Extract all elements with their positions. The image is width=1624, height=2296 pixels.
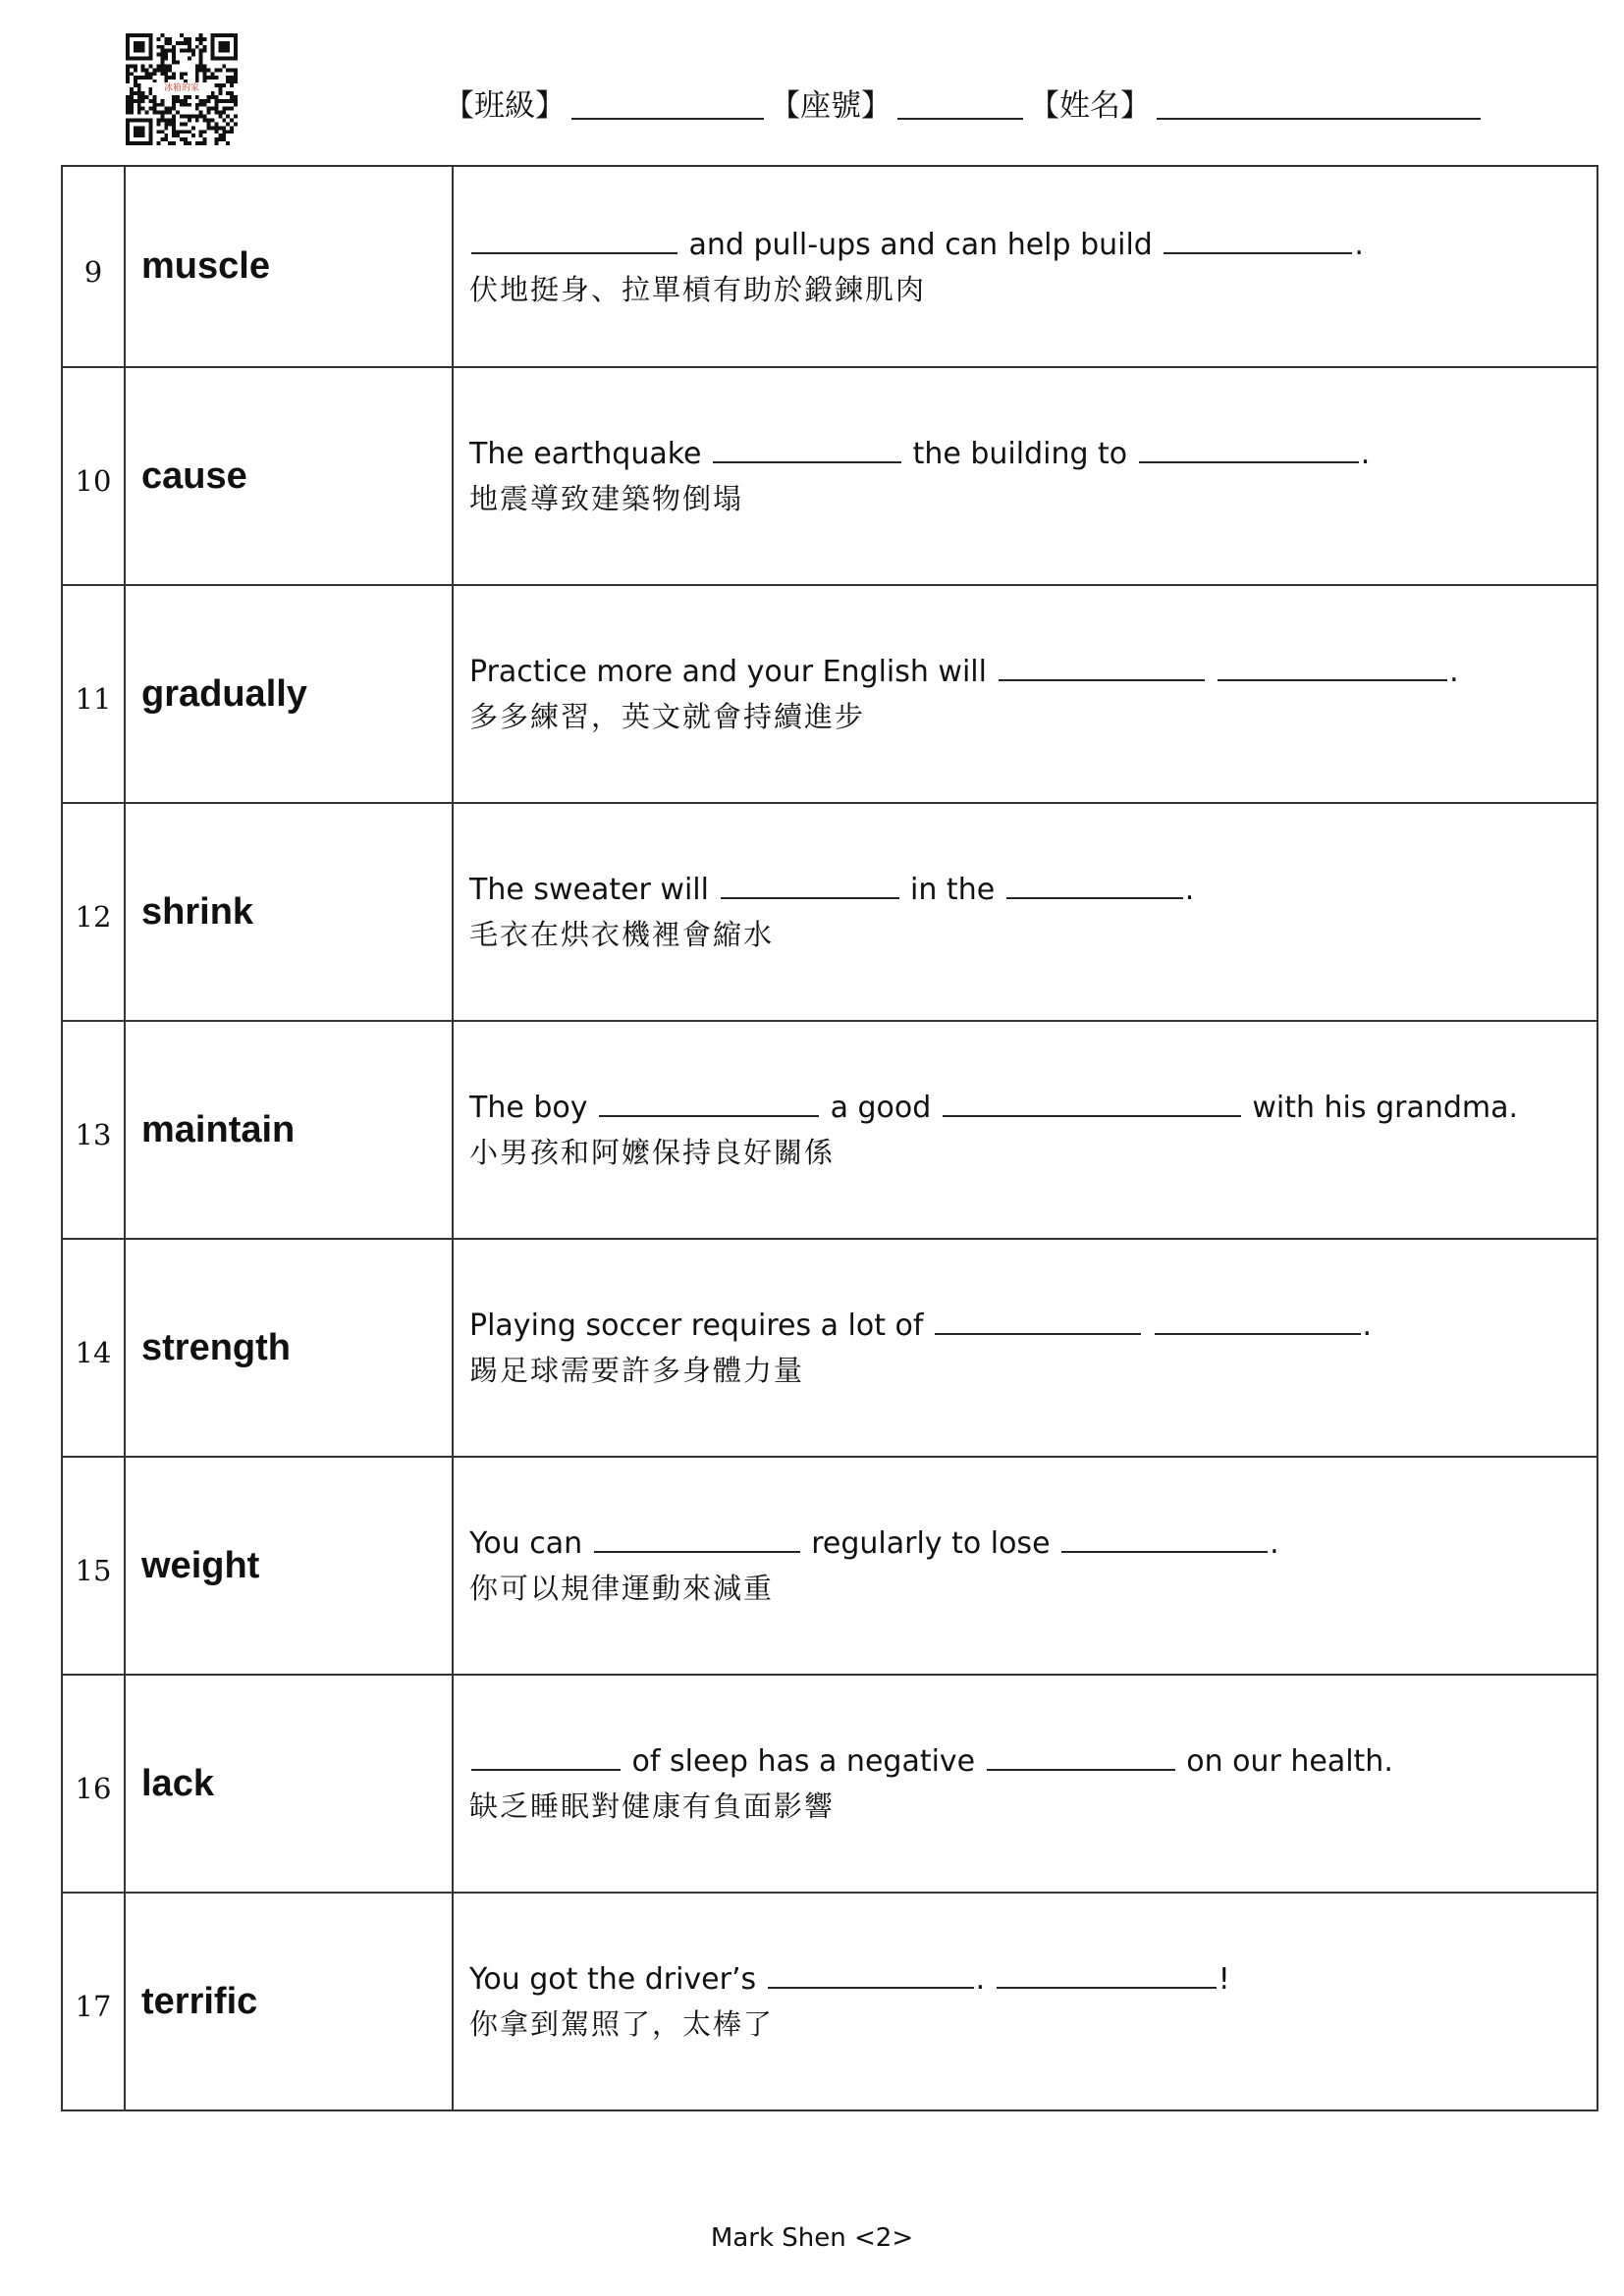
- sentence-text: regularly to lose: [801, 1526, 1060, 1561]
- qr-code: [126, 33, 238, 145]
- answer-blank[interactable]: [594, 1522, 800, 1553]
- answer-blank[interactable]: [1139, 432, 1359, 463]
- vocab-word: muscle: [125, 166, 453, 367]
- field-label-1: 【座號】: [770, 88, 892, 124]
- answer-blank[interactable]: [1155, 1304, 1361, 1335]
- field-blank-0[interactable]: [571, 80, 764, 120]
- english-sentence: [469, 1739, 1597, 1785]
- answer-blank[interactable]: [1164, 223, 1352, 254]
- chinese-translation: 毛衣在烘衣機裡會縮水: [469, 918, 775, 951]
- row-number: 14: [62, 1239, 125, 1457]
- sentence-text: .: [1270, 1526, 1279, 1561]
- field-label-0: 【班級】: [444, 88, 566, 124]
- row-number: 9: [62, 166, 125, 367]
- vocab-word: weight: [125, 1457, 453, 1675]
- english-sentence: [469, 432, 1597, 477]
- chinese-translation: 你可以規律運動來減重: [469, 1572, 775, 1605]
- example-cell: [453, 1021, 1597, 1239]
- table-row: [62, 166, 1597, 367]
- sentence-text: .: [1362, 1308, 1373, 1343]
- sentence-text: and pull-ups and can help build: [679, 227, 1163, 262]
- row-number: 11: [62, 585, 125, 803]
- chinese-translation: 你拿到駕照了，太棒了: [469, 2007, 775, 2041]
- answer-blank[interactable]: [599, 1086, 819, 1117]
- vocab-word: strength: [125, 1239, 453, 1457]
- table-row: [62, 1893, 1597, 2110]
- english-sentence: [469, 223, 1597, 268]
- page-footer: Mark Shen <2>: [710, 2223, 914, 2253]
- sentence-text: a good: [821, 1091, 941, 1125]
- english-sentence: [469, 1522, 1597, 1567]
- answer-blank[interactable]: [987, 1739, 1175, 1771]
- row-number: 16: [62, 1675, 125, 1893]
- sentence-text: on our health.: [1176, 1744, 1393, 1779]
- sentence-text: Playing soccer requires a lot of: [469, 1308, 933, 1343]
- example-cell: [453, 1675, 1597, 1893]
- example-cell: [453, 166, 1597, 367]
- vocab-word: terrific: [125, 1893, 453, 2110]
- english-sentence: [469, 868, 1597, 913]
- sentence-text: in the: [900, 873, 1004, 907]
- example-cell: [453, 585, 1597, 803]
- sentence-text: of sleep has a negative: [623, 1744, 985, 1779]
- chinese-translation: 踢足球需要許多身體力量: [469, 1354, 805, 1387]
- chinese-translation: 地震導致建築物倒塌: [469, 482, 744, 515]
- sentence-text: You got the driver’s: [469, 1962, 766, 1997]
- row-number: 17: [62, 1893, 125, 2110]
- example-cell: [453, 1457, 1597, 1675]
- sentence-text: the building to: [903, 437, 1137, 471]
- sentence-text: .: [1449, 655, 1459, 689]
- sentence-text: .: [1184, 873, 1195, 907]
- answer-blank[interactable]: [999, 650, 1205, 681]
- table-row: [62, 1021, 1597, 1239]
- sentence-text: .: [1354, 227, 1364, 262]
- answer-blank[interactable]: [471, 1739, 621, 1771]
- sentence-text: The boy: [469, 1091, 598, 1125]
- english-sentence: [469, 1304, 1597, 1349]
- sentence-text: The sweater will: [469, 873, 719, 907]
- answer-blank[interactable]: [713, 432, 901, 463]
- english-sentence: [469, 1086, 1597, 1131]
- row-number: 10: [62, 367, 125, 585]
- english-sentence: [469, 650, 1597, 695]
- row-number: 13: [62, 1021, 125, 1239]
- table-row: [62, 367, 1597, 585]
- field-label-2: 【姓名】: [1029, 88, 1151, 124]
- field-blank-2[interactable]: [1157, 80, 1481, 120]
- sentence-text: .: [975, 1962, 995, 1997]
- sentence-text: [1207, 655, 1217, 689]
- example-cell: [453, 1239, 1597, 1457]
- table-row: [62, 803, 1597, 1021]
- chinese-translation: 缺乏睡眠對健康有負面影響: [469, 1789, 836, 1823]
- answer-blank[interactable]: [768, 1957, 974, 1989]
- row-number: 12: [62, 803, 125, 1021]
- table-row: [62, 585, 1597, 803]
- chinese-translation: 多多練習，英文就會持續進步: [469, 700, 866, 733]
- vocab-word: maintain: [125, 1021, 453, 1239]
- student-info-fields: [444, 77, 1487, 126]
- answer-blank[interactable]: [1006, 868, 1183, 899]
- sentence-text: !: [1218, 1962, 1230, 1997]
- answer-blank[interactable]: [997, 1957, 1217, 1989]
- vocab-word: lack: [125, 1675, 453, 1893]
- table-row: [62, 1457, 1597, 1675]
- answer-blank[interactable]: [935, 1304, 1141, 1335]
- vocabulary-table: [61, 165, 1598, 2111]
- vocab-word: cause: [125, 367, 453, 585]
- chinese-translation: 伏地挺身、拉單槓有助於鍛鍊肌肉: [469, 272, 927, 306]
- answer-blank[interactable]: [1218, 650, 1447, 681]
- qr-code-label: 冰箱的家: [152, 82, 211, 95]
- english-sentence: [469, 1957, 1597, 2002]
- sentence-text: with his grandma.: [1242, 1091, 1519, 1125]
- sentence-text: You can: [469, 1526, 592, 1561]
- sentence-text: .: [1360, 437, 1371, 471]
- answer-blank[interactable]: [1061, 1522, 1268, 1553]
- chinese-translation: 小男孩和阿嬤保持良好關係: [469, 1136, 836, 1169]
- vocab-word: gradually: [125, 585, 453, 803]
- answer-blank[interactable]: [943, 1086, 1241, 1117]
- table-row: [62, 1675, 1597, 1893]
- sentence-text: [1143, 1308, 1153, 1343]
- row-number: 15: [62, 1457, 125, 1675]
- answer-blank[interactable]: [471, 223, 677, 254]
- example-cell: [453, 1893, 1597, 2110]
- example-cell: [453, 367, 1597, 585]
- table-row: [62, 1239, 1597, 1457]
- field-blank-1[interactable]: [897, 80, 1023, 120]
- vocab-word: shrink: [125, 803, 453, 1021]
- answer-blank[interactable]: [721, 868, 899, 899]
- sentence-text: Practice more and your English will: [469, 655, 997, 689]
- sentence-text: The earthquake: [469, 437, 712, 471]
- example-cell: [453, 803, 1597, 1021]
